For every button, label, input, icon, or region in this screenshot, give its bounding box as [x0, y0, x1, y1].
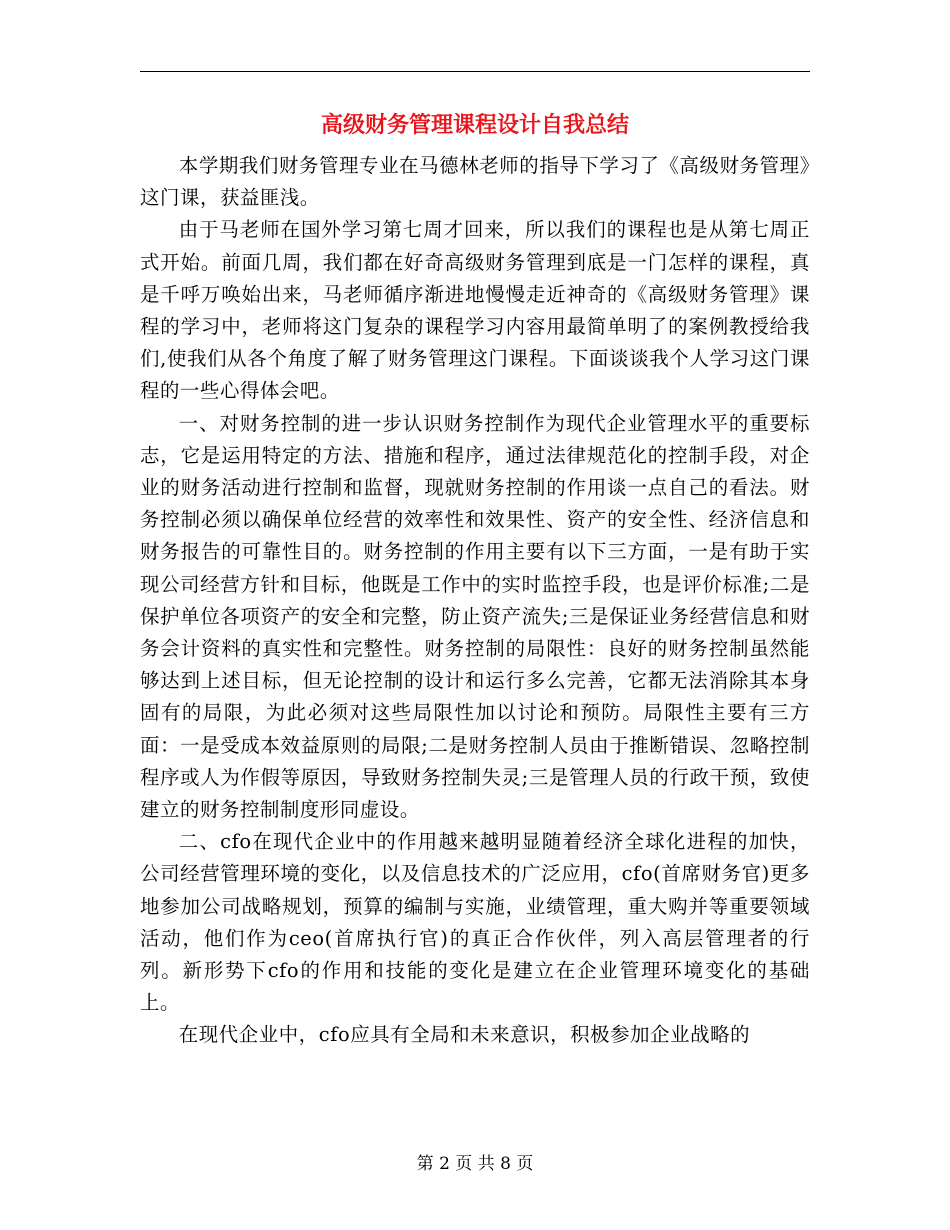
document-title: 高级财务管理课程设计自我总结 [320, 112, 629, 138]
paragraph-intro: 本学期我们财务管理专业在马德林老师的指导下学习了《高级财务管理》这门课，获益匪浅。 [140, 154, 810, 210]
header-rule [140, 71, 810, 72]
paragraph-financial-control: 一、对财务控制的进一步认识财务控制作为现代企业管理水平的重要标志，它是运用特定的方法、措施和程序，通过法律规范化的控制手段，对企业的财务活动进行控制和监督，现就财务控制的作用谈一点自己的看法。财务控制必须以确保单位经营的效率性和效果性、资产的安全性、经济信息和财务报告的可靠性目的。财务控制的作用主要有以下三方面，一是有助于实现公司经营方针和目标，他既是工作中的实时监控手段，也是评价标准;二是保护单位各项资产的安全和完整，防止资产流失;三是保证业务经营信息和财务会计资料的真实性和完整性。财务控制的局限性：良好的财务控制虽然能够达到上述目标，但无论控制的设计和运行多么完善，它都无法消除其本身固有的局限，为此必须对这些局限性加以讨论和预防。局限性主要有三方面：一是受成本效益原则的局限;二是财务控制人员由于推断错误、忽略控制程序或人为作假等原因，导致财务控制失灵;三是管理人员的行政干预，致使建立的财务控制制度形同虚设。 [140, 411, 810, 822]
document-body [140, 150, 810, 1052]
page-number-footer: 第 2 页 共 8 页 [416, 1154, 534, 1174]
paragraph-course-start: 由于马老师在国外学习第七周才回来，所以我们的课程也是从第七周正式开始。前面几周，我们都在好奇高级财务管理到底是一门怎样的课程，真是千呼万唤始出来，马老师循序渐进地慢慢走近神奇的《高级财务管理》课程的学习中，老师将这门复杂的课程学习内容用最简单明了的案例教授给我们,使我们从各个角度了解了财务管理这门课程。下面谈谈我个人学习这门课程的一些心得体会吧。 [140, 218, 810, 403]
paragraph-cfo-role: 二、cfo在现代企业中的作用越来越明显随着经济全球化进程的加快，公司经营管理环境的变化，以及信息技术的广泛应用，cfo(首席财务官)更多地参加公司战略规划，预算的编制与实施，业绩管理，重大购并等重要领域活动，他们作为ceo(首席执行官)的真正合作伙伴，列入高层管理者的行列。新形势下cfo的作用和技能的变化是建立在企业管理环境变化的基础上。 [140, 830, 810, 1015]
paragraph-cfo-strategy: 在现代企业中，cfo应具有全局和未来意识，积极参加企业战略的 [178, 1023, 751, 1047]
